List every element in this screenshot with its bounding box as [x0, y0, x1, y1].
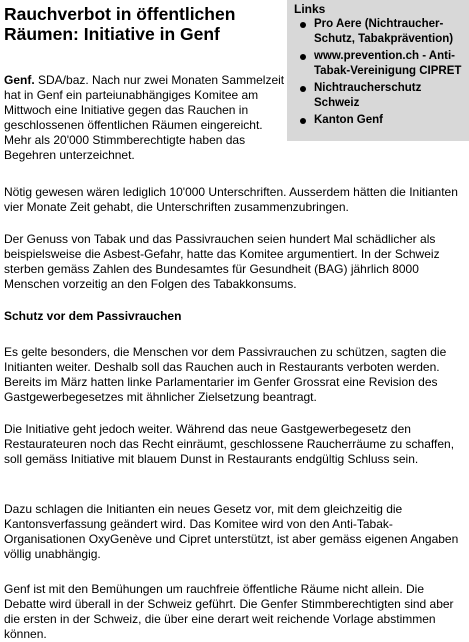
links-sidebar — [287, 0, 469, 141]
link-pro-aere[interactable]: Pro Aere (Nichtraucher-Schutz, Tabakprävention) — [314, 18, 454, 45]
article-title: Rauchverbot in öffentlichen Räumen: Initiative in Genf — [4, 4, 236, 44]
link-kanton-genf[interactable]: Kanton Genf — [314, 114, 383, 126]
dateline: Genf. — [4, 73, 35, 87]
paragraph-6: Dazu schlagen die Initianten ein neues Gesetz vor, mit dem gleichzeitig die Kantonsverfassung geändert wird. Das Komitee wird von den Anti-Tabak-Organisationen OxyGenève und Cipret unterstützt, ist aber gemäss eigenen Angaben völlig unabhängig. — [4, 502, 459, 561]
bullet-icon — [300, 118, 306, 124]
subheading: Schutz vor dem Passivrauchen — [4, 309, 182, 323]
lead-paragraph — [4, 73, 286, 163]
paragraph-4: Es gelte besonders, die Menschen vor dem Passivrauchen zu schützen, sagten die Initianten weiter. Deshalb soll das Rauchen auch in Restaurants verboten werden. Bereits im März hatten linke Parlamentarier im Genfer Grossrat eine Revision des Gastgewerbegesetzes mit ähnlicher Zielsetzung beantragt. — [4, 345, 447, 404]
bullet-icon — [300, 22, 306, 28]
link-nichtraucherschutz[interactable]: Nichtraucherschutz Schweiz — [314, 82, 422, 109]
lead-text: SDA/baz. Nach nur zwei Monaten Sammelzeit hat in Genf ein parteiunabhängiges Komitee am Mittwoch eine Initiative gegen das Rauchen in geschlossenen öffentlichen Räumen eingereicht. Mehr als 20'000 Stimmberechtigte haben das Begehren unterzeichnet. — [4, 73, 285, 162]
paragraph-3: Der Genuss von Tabak und das Passivrauchen seien hundert Mal schädlicher als beispielsweise die Asbest-Gefahr, hatte das Komitee argumentiert. In der Schweiz sterben gemäss Zahlen des Bundesamtes für Gesundheit (BAG) jährlich 8000 Menschen vorzeitig an den Folgen des Tabakkonsums. — [4, 232, 440, 291]
paragraph-5: Die Initiative geht jedoch weiter. Während das neue Gastgewerbegesetz den Restaurateuren noch das Recht einräumt, geschlossene Raucherräume zu schaffen, soll gemäss Initiative mit blauem Dunst in Restaurants endgültig Schluss sein. — [4, 422, 455, 466]
links-list — [294, 17, 465, 128]
link-item-kanton-genf — [294, 113, 465, 128]
bullet-icon — [300, 54, 306, 60]
links-heading: Links — [294, 2, 326, 16]
link-item-pro-aere — [294, 17, 465, 47]
link-prevention[interactable]: www.prevention.ch - Anti-Tabak-Vereinigung CIPRET — [314, 50, 462, 77]
bullet-icon — [300, 86, 306, 92]
paragraph-2: Nötig gewesen wären lediglich 10'000 Unterschriften. Ausserdem hätten die Initianten vier Monate Zeit gehabt, die Unterschriften zusammenzubringen. — [4, 185, 458, 214]
link-item-prevention — [294, 49, 465, 79]
paragraph-7: Genf ist mit den Bemühungen um rauchfreie öffentliche Räume nicht allein. Die Debatte wird überall in der Schweiz geführt. Die Genfer Stimmberechtigten sind aber die ersten in der Schweiz, die über eine derart weit reichende Vorlage abstimmen können. — [4, 582, 454, 641]
link-item-nichtraucherschutz — [294, 81, 465, 111]
